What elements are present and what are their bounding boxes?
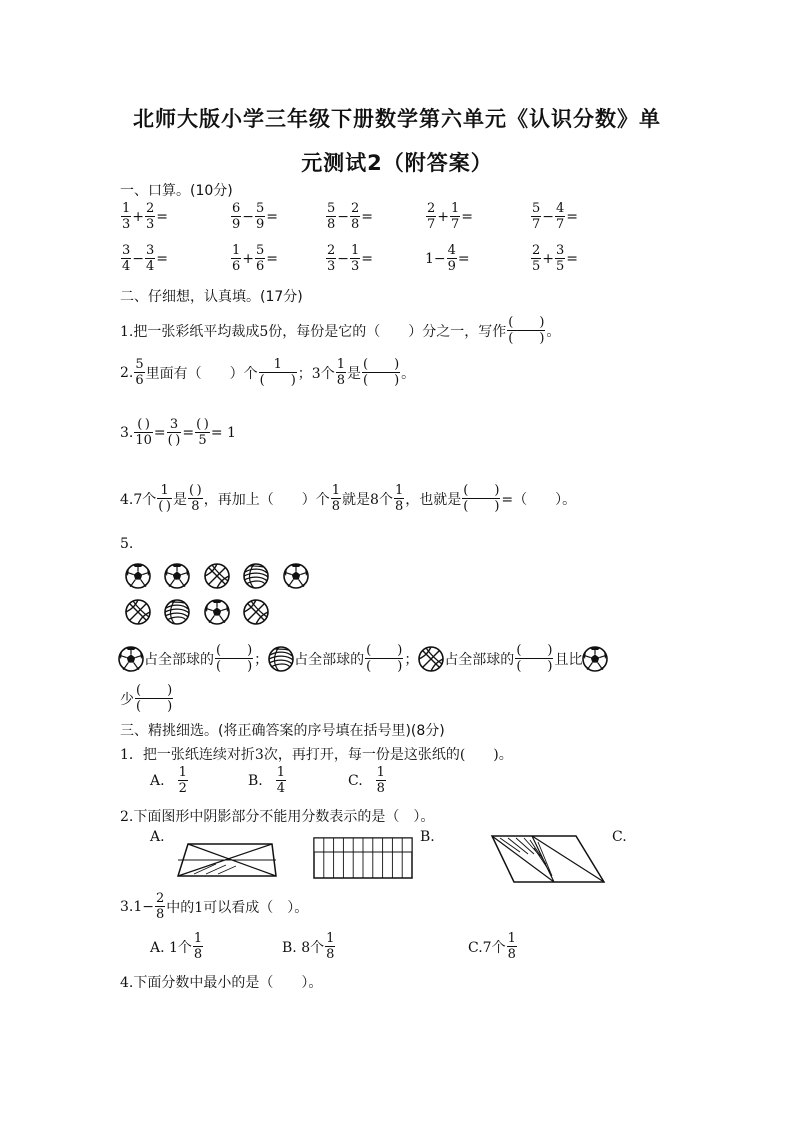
- fraction: $\frac{6}{9}$: [232, 201, 241, 232]
- basketball-icon: [418, 646, 444, 672]
- fraction: $\frac{5}{7}$: [532, 201, 541, 232]
- fraction: $\frac{1}{6}$: [232, 243, 241, 274]
- fraction: $\frac{3}{5}$: [556, 243, 565, 274]
- oral-calc-item[interactable]: [230, 202, 278, 231]
- fraction: $\frac{5}{6}$: [256, 243, 265, 274]
- answer-blank-fraction[interactable]: $\frac{( )}{( )}$: [216, 643, 253, 674]
- oral-calc-item[interactable]: [425, 202, 473, 231]
- answer-blank-fraction[interactable]: $\frac{( )}{( )}$: [463, 483, 500, 514]
- fraction: $\frac{1}{7}$: [451, 201, 460, 232]
- soccer-ball-icon: [582, 646, 608, 672]
- option-b-label[interactable]: B.: [420, 829, 435, 845]
- fraction: $\frac{2}{8}$: [351, 201, 360, 232]
- page-title: 北师大版小学三年级下册数学第六单元《认识分数》单: [133, 107, 661, 131]
- soccer-ball-icon: [118, 646, 144, 672]
- basketball-icon: [126, 600, 150, 624]
- balls-row-1-svg: [124, 562, 324, 592]
- oral-calc-item[interactable]: [530, 202, 578, 231]
- answer-blank-fraction[interactable]: $\frac{3}{( )}$: [167, 417, 181, 448]
- option-c[interactable]: C. $\frac{1}{8}$: [348, 765, 385, 796]
- equals-sign: =: [266, 208, 279, 225]
- oral-calc-row-1: [120, 202, 680, 238]
- volleyball-icon: [244, 564, 268, 588]
- option-c[interactable]: C.7个 $\frac{1}{8}$: [468, 931, 516, 962]
- equals-sign: =: [361, 208, 374, 225]
- answer-blank-fraction[interactable]: $\frac{( )}{( )}$: [363, 357, 400, 388]
- fraction: $\frac{4}{7}$: [556, 201, 565, 232]
- soccer-ball-icon: [126, 564, 150, 588]
- answer-blank-fraction[interactable]: $\frac{( )}{( )}$: [366, 643, 403, 674]
- fraction: $\frac{5}{8}$: [327, 201, 336, 232]
- oral-calc-item[interactable]: [230, 244, 278, 273]
- balls-row-2: [124, 598, 284, 632]
- soccer-ball-icon: [284, 564, 308, 588]
- equals-sign: =: [566, 250, 579, 267]
- fraction: $\frac{1}{8}$: [394, 483, 404, 514]
- oral-calc-item[interactable]: [530, 244, 578, 273]
- option-a-label[interactable]: A.: [150, 829, 165, 845]
- shape-b-rectangle: [312, 836, 416, 882]
- oral-calc-item[interactable]: [325, 244, 373, 273]
- operator: −: [242, 208, 255, 225]
- option-b[interactable]: B. $\frac{1}{4}$: [248, 765, 286, 796]
- section-2-heading: 二、仔细想，认真填。(17分): [120, 289, 303, 305]
- oral-calc-item[interactable]: [325, 202, 373, 231]
- oral-calc-row-2: [120, 244, 680, 280]
- equals-sign: =: [361, 250, 374, 267]
- shape-a-trapezoid: [176, 836, 278, 880]
- choice-question-2: 2.下面图形中阴影部分不能用分数表示的是（ ）。: [120, 809, 435, 825]
- basketball-icon: [244, 600, 268, 624]
- shape-c-parallelogram: [490, 832, 606, 886]
- fraction: $\frac{2}{3}$: [327, 243, 336, 274]
- fraction: $\frac{2}{3}$: [146, 201, 155, 232]
- fraction: $\frac{2}{8}$: [156, 891, 165, 922]
- fraction: $\frac{1}{3}$: [122, 201, 131, 232]
- fraction: $\frac{2}{5}$: [532, 243, 541, 274]
- operator: −: [337, 208, 350, 225]
- option-a[interactable]: A. $\frac{1}{2}$: [150, 765, 187, 796]
- basketball-icon: [205, 564, 229, 588]
- section-3-heading: 三、精挑细选。(将正确答案的序号填在括号里)(8分): [120, 723, 445, 739]
- fill-question-4: 4.7个 $\frac{1}{( )}$ 是 $\frac{( )}{8}$ ，再加上（ ）个 $\frac{1}{8}$ 就是8个 $\frac{1}{8}$ ，也就是 $\frac{( )}{( )}$ =（ ）。: [120, 483, 577, 514]
- operator: −: [132, 250, 145, 267]
- answer-blank-fraction[interactable]: $\frac{( )}{10}$: [135, 417, 152, 448]
- balls-row-2-svg: [124, 598, 284, 628]
- soccer-ball-icon: [165, 564, 189, 588]
- operator: −: [337, 250, 350, 267]
- fraction: $\frac{2}{7}$: [427, 201, 436, 232]
- answer-blank-fraction[interactable]: $\frac{( )}{8}$: [189, 483, 202, 514]
- operator: +: [542, 250, 555, 267]
- fraction: $\frac{5}{6}$: [135, 357, 144, 388]
- choice-question-4: 4.下面分数中最小的是（ ）。: [120, 975, 323, 991]
- oral-calc-item[interactable]: [120, 244, 168, 273]
- operator: +: [132, 208, 145, 225]
- fill-question-5-line1: 占全部球的 $\frac{( )}{( )}$ ； 占全部球的 $\frac{( )}{( )}$ ； 占全部球的 $\frac{( )}{( )}$ 且比: [118, 644, 608, 673]
- operator: +: [242, 250, 255, 267]
- choice-question-3-options: [150, 932, 550, 961]
- fill-question-3: 3. $\frac{( )}{10}$ = $\frac{3}{( )}$ = $\frac{( )}{5}$ = 1: [120, 417, 236, 448]
- option-b[interactable]: B. 8个 $\frac{1}{8}$: [282, 931, 335, 962]
- oral-calc-item[interactable]: [425, 244, 470, 273]
- fraction: $\frac{1}{8}$: [331, 483, 341, 514]
- fill-question-2: 2. $\frac{5}{6}$ 里面有（ ）个 $\frac{1}{( )}$ ；3个 $\frac{1}{8}$ 是 $\frac{( )}{( )}$ 。: [120, 357, 416, 388]
- fill-question-1: 1.把一张彩纸平均裁成5份，每份是它的（ ）分之一，写作 $\frac{( )}{( )}$ 。: [120, 315, 561, 346]
- equals-sign: =: [156, 208, 169, 225]
- choice-question-1-options: [150, 766, 430, 795]
- fill-question-5-number: 5.: [120, 536, 134, 552]
- equals-sign: =: [566, 208, 579, 225]
- equals-sign: =: [266, 250, 279, 267]
- fraction: $\frac{3}{4}$: [146, 243, 155, 274]
- fraction: $\frac{3}{4}$: [122, 243, 131, 274]
- volleyball-icon: [165, 600, 189, 624]
- answer-blank-fraction[interactable]: $\frac{( )}{( )}$: [508, 315, 545, 346]
- answer-blank-fraction[interactable]: $\frac{1}{( )}$: [158, 483, 172, 514]
- choice-question-3: 3.1− $\frac{2}{8}$ 中的1可以看成（ ）。: [120, 891, 309, 922]
- operator: +: [437, 208, 450, 225]
- fraction: $\frac{5}{9}$: [256, 201, 265, 232]
- equals-sign: =: [156, 250, 169, 267]
- equals-sign: =: [461, 208, 474, 225]
- option-c-label[interactable]: C.: [612, 829, 627, 845]
- option-a[interactable]: A. 1个 $\frac{1}{8}$: [150, 931, 203, 962]
- whole-number: 1−: [425, 250, 446, 267]
- fraction: $\frac{1}{3}$: [351, 243, 360, 274]
- oral-calc-item[interactable]: [120, 202, 168, 231]
- volleyball-icon: [268, 646, 294, 672]
- page-title-line2: 元测试2（附答案）: [301, 151, 493, 175]
- operator: −: [542, 208, 555, 225]
- section-1-heading: 一、口算。(10分): [120, 183, 233, 199]
- balls-row-1: [124, 562, 324, 596]
- choice-question-1: 1．把一张纸连续对折3次，再打开，每一份是这张纸的( )。: [120, 747, 513, 763]
- answer-blank-fraction[interactable]: $\frac{( )}{( )}$: [136, 683, 173, 714]
- answer-blank-fraction[interactable]: $\frac{1}{( )}$: [259, 357, 296, 388]
- q1-text: 1.把一张彩纸平均裁成5份，每份是它的（ ）分之一，写作: [120, 323, 507, 340]
- fraction: $\frac{1}{8}$: [336, 357, 345, 388]
- fill-question-5-line2: 少 $\frac{( )}{( )}$: [120, 683, 173, 714]
- fraction: $\frac{4}{9}$: [447, 243, 456, 274]
- equals-sign: =: [457, 250, 470, 267]
- answer-blank-fraction[interactable]: $\frac{( )}{5}$: [196, 417, 209, 448]
- answer-blank-fraction[interactable]: $\frac{( )}{( )}$: [516, 643, 553, 674]
- soccer-ball-icon: [205, 600, 229, 624]
